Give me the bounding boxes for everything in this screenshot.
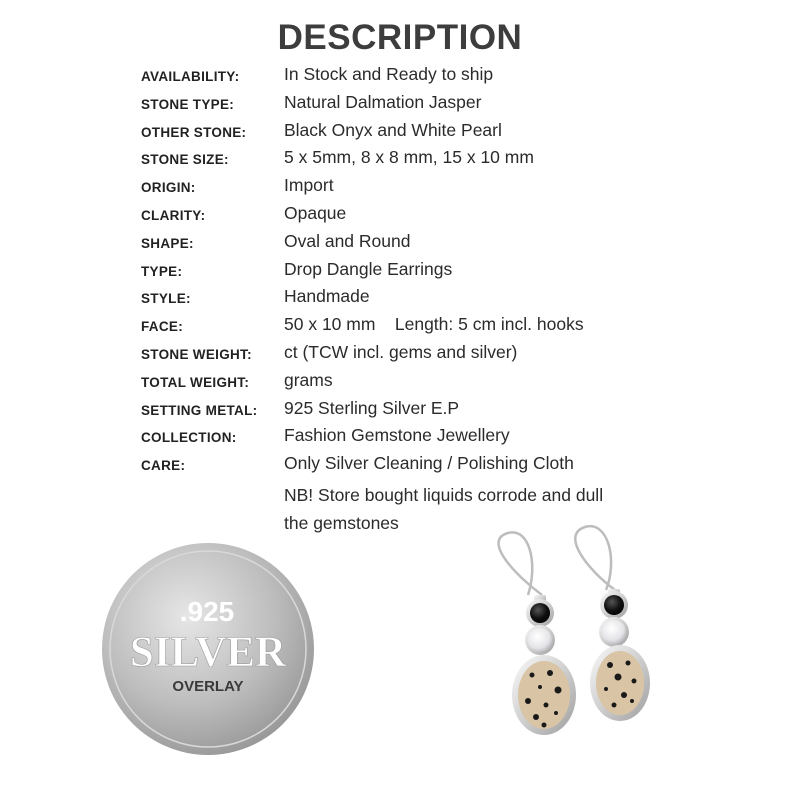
spec-label: SHAPE: <box>141 235 194 251</box>
spec-label: FACE: <box>141 319 183 335</box>
spec-value: Drop Dangle Earrings <box>284 258 453 279</box>
spec-label: STYLE: <box>141 291 191 307</box>
spec-value: 5 x 5mm, 8 x 8 mm, 15 x 10 mm <box>284 147 534 168</box>
earrings-image <box>470 505 670 745</box>
spec-label: TYPE: <box>141 263 183 279</box>
spec-label: STONE WEIGHT: <box>141 346 252 362</box>
spec-value: Import <box>284 175 334 196</box>
onyx-stone <box>530 603 550 623</box>
spec-value: Natural Dalmation Jasper <box>284 91 482 112</box>
spec-value: 925 Sterling Silver E.P <box>284 397 460 418</box>
page-title: DESCRIPTION <box>277 18 523 57</box>
badge-number: .925 <box>179 596 235 627</box>
badge-type: OVERLAY <box>172 678 244 695</box>
spec-label: TOTAL WEIGHT: <box>141 374 250 390</box>
earring-right <box>575 526 650 721</box>
jasper-stone <box>518 661 570 729</box>
spec-label: COLLECTION: <box>141 430 237 446</box>
spec-label: CARE: <box>141 458 186 474</box>
pearl-stone <box>528 628 552 652</box>
pearl-stone <box>602 620 626 644</box>
spec-value: Only Silver Cleaning / Polishing Cloth <box>284 453 574 474</box>
spec-value: grams <box>284 369 333 390</box>
silver-overlay-badge <box>100 541 316 757</box>
jasper-stone <box>596 651 644 715</box>
earring-left <box>499 532 576 735</box>
spec-label: SETTING METAL: <box>141 402 258 418</box>
spec-value: In Stock and Ready to ship <box>284 64 494 84</box>
spec-value: Opaque <box>284 202 347 223</box>
badge-metal: SILVER <box>129 629 287 676</box>
spec-value: Black Onyx and White Pearl <box>284 119 502 140</box>
spec-label: AVAILABILITY: <box>141 69 240 84</box>
care-note-line: the gemstones <box>284 512 399 533</box>
hook-icon <box>499 532 542 595</box>
spec-label: STONE SIZE: <box>141 152 229 168</box>
spec-value: 50 x 10 mm Length: 5 cm incl. hooks <box>284 314 584 335</box>
spec-label: CLARITY: <box>141 207 206 223</box>
spec-value: Handmade <box>284 286 370 307</box>
spec-value: Fashion Gemstone Jewellery <box>284 425 510 446</box>
care-note-line: NB! Store bought liquids corrode and dull <box>284 485 604 505</box>
spec-value: Oval and Round <box>284 230 411 251</box>
spec-label: ORIGIN: <box>141 180 196 196</box>
spec-label: STONE TYPE: <box>141 96 235 112</box>
hook-icon <box>575 526 615 590</box>
spec-value: ct (TCW incl. gems and silver) <box>284 341 518 362</box>
spec-label: OTHER STONE: <box>141 124 247 140</box>
onyx-stone <box>604 595 624 615</box>
